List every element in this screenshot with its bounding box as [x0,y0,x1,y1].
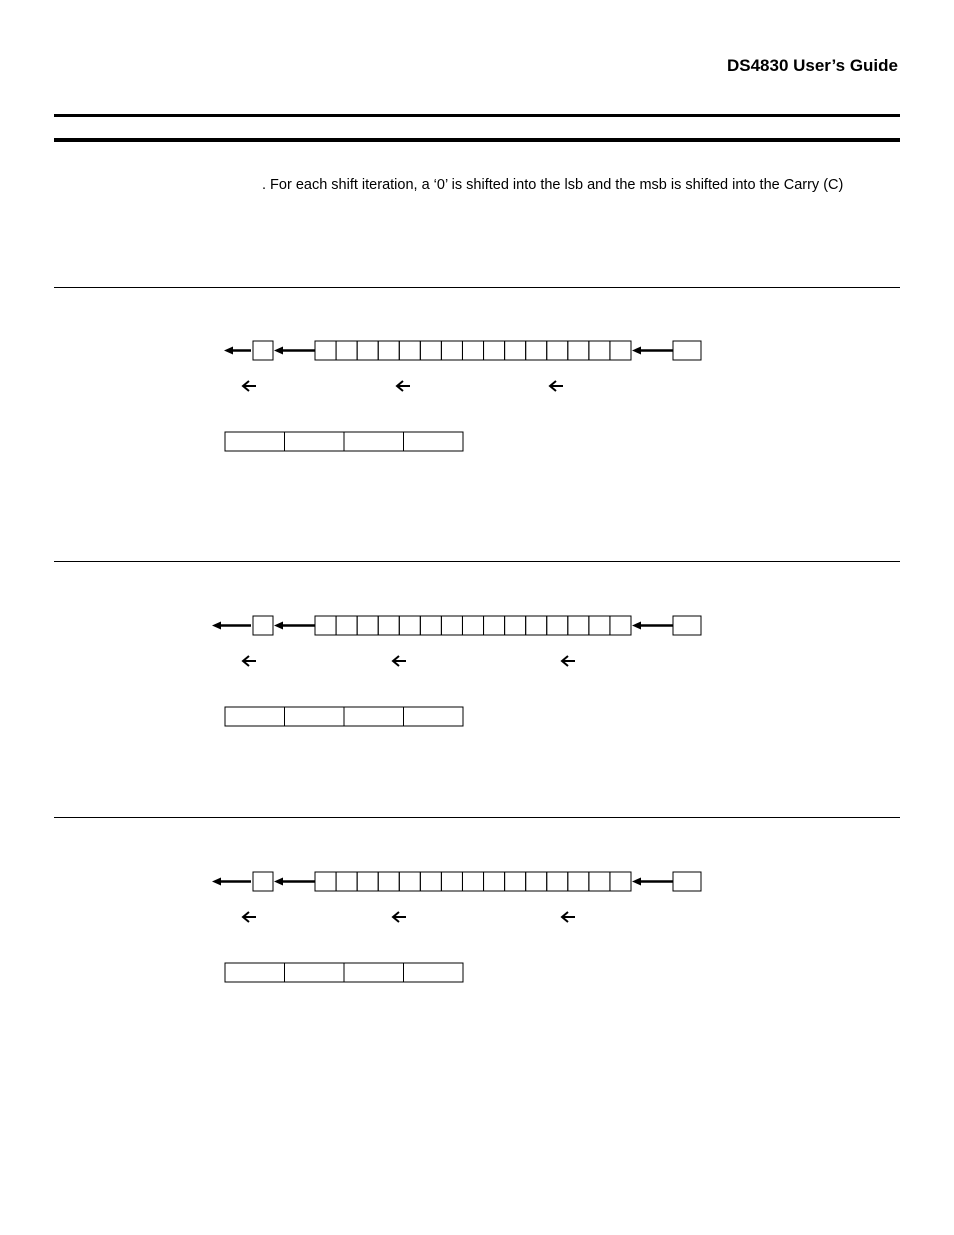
timing-table-cell [344,432,404,451]
register-bit-cell [610,341,631,360]
register-bit-cell [484,616,505,635]
register-bit-cell [505,872,526,891]
register-bit-cell [378,616,399,635]
section-divider-2 [54,561,900,562]
source-bit-box [673,341,701,360]
left-arrow-icon [632,622,673,630]
small-left-arrow-icon [243,912,256,922]
left-arrow-icon [212,622,251,630]
register-bit-cell [357,341,378,360]
register-bit-cell [568,341,589,360]
timing-table-cell [285,432,345,451]
register-bit-cell [547,872,568,891]
timing-table-cell [225,963,285,982]
register-bit-cell [399,341,420,360]
register-bit-cell [420,616,441,635]
register-bit-cell [462,616,483,635]
register-bit-cell [547,341,568,360]
register-bit-cell [547,616,568,635]
timing-table-cell [344,963,404,982]
timing-table-cell [225,707,285,726]
timing-table-cell [225,432,285,451]
register-bit-cell [420,341,441,360]
register-bit-cell [336,341,357,360]
timing-table-cell [285,707,345,726]
small-left-arrow-icon [562,912,575,922]
left-arrow-icon [274,622,315,630]
register-bit-cell [378,341,399,360]
left-arrow-icon [274,347,315,355]
register-bit-cell [336,616,357,635]
header-rule-bottom [54,138,900,142]
register-bit-cell [357,872,378,891]
left-arrow-icon [632,878,673,886]
register-bit-cell [589,341,610,360]
source-bit-box [673,616,701,635]
register-bit-cell [589,616,610,635]
timing-table-cell [404,707,464,726]
source-bit-box [673,872,701,891]
register-bit-cell [568,872,589,891]
shift-diagram-3 [0,861,954,1001]
register-bit-cell [315,872,336,891]
register-bit-cell [399,872,420,891]
carry-bit-box [253,616,273,635]
timing-table-cell [404,432,464,451]
register-bit-cell [568,616,589,635]
small-left-arrow-icon [243,381,256,391]
section-divider-1 [54,287,900,288]
register-bit-cell [336,872,357,891]
small-left-arrow-icon [243,656,256,666]
header-rule-top [54,114,900,117]
register-bit-cell [484,872,505,891]
register-bit-cell [484,341,505,360]
register-bit-cell [357,616,378,635]
shift-diagram-2 [0,605,954,745]
register-bit-cell [462,872,483,891]
shift-diagram-1 [0,330,954,470]
section-divider-3 [54,817,900,818]
small-left-arrow-icon [393,656,406,666]
left-arrow-icon [212,878,251,886]
register-bit-cell [378,872,399,891]
register-bit-cell [462,341,483,360]
register-bit-cell [526,341,547,360]
carry-bit-box [253,341,273,360]
left-arrow-icon [632,347,673,355]
register-bit-cell [441,616,462,635]
register-bit-cell [526,616,547,635]
small-left-arrow-icon [562,656,575,666]
register-bit-cell [610,872,631,891]
register-bit-cell [505,341,526,360]
register-bit-cell [399,616,420,635]
small-left-arrow-icon [550,381,563,391]
timing-table-cell [285,963,345,982]
register-bit-cell [441,872,462,891]
register-bit-cell [589,872,610,891]
register-bit-cell [315,341,336,360]
timing-table-cell [404,963,464,982]
small-left-arrow-icon [397,381,410,391]
register-bit-cell [441,341,462,360]
register-bit-cell [505,616,526,635]
page-header-title: DS4830 User’s Guide [726,56,898,75]
timing-table-cell [344,707,404,726]
left-arrow-icon [274,878,315,886]
register-bit-cell [610,616,631,635]
intro-paragraph: . For each shift iteration, a ‘0’ is shifted into the lsb and the msb is shifted into the Carry (C) [262,177,844,193]
register-bit-cell [526,872,547,891]
register-bit-cell [420,872,441,891]
carry-bit-box [253,872,273,891]
small-left-arrow-icon [393,912,406,922]
register-bit-cell [315,616,336,635]
left-arrow-icon [224,347,251,355]
